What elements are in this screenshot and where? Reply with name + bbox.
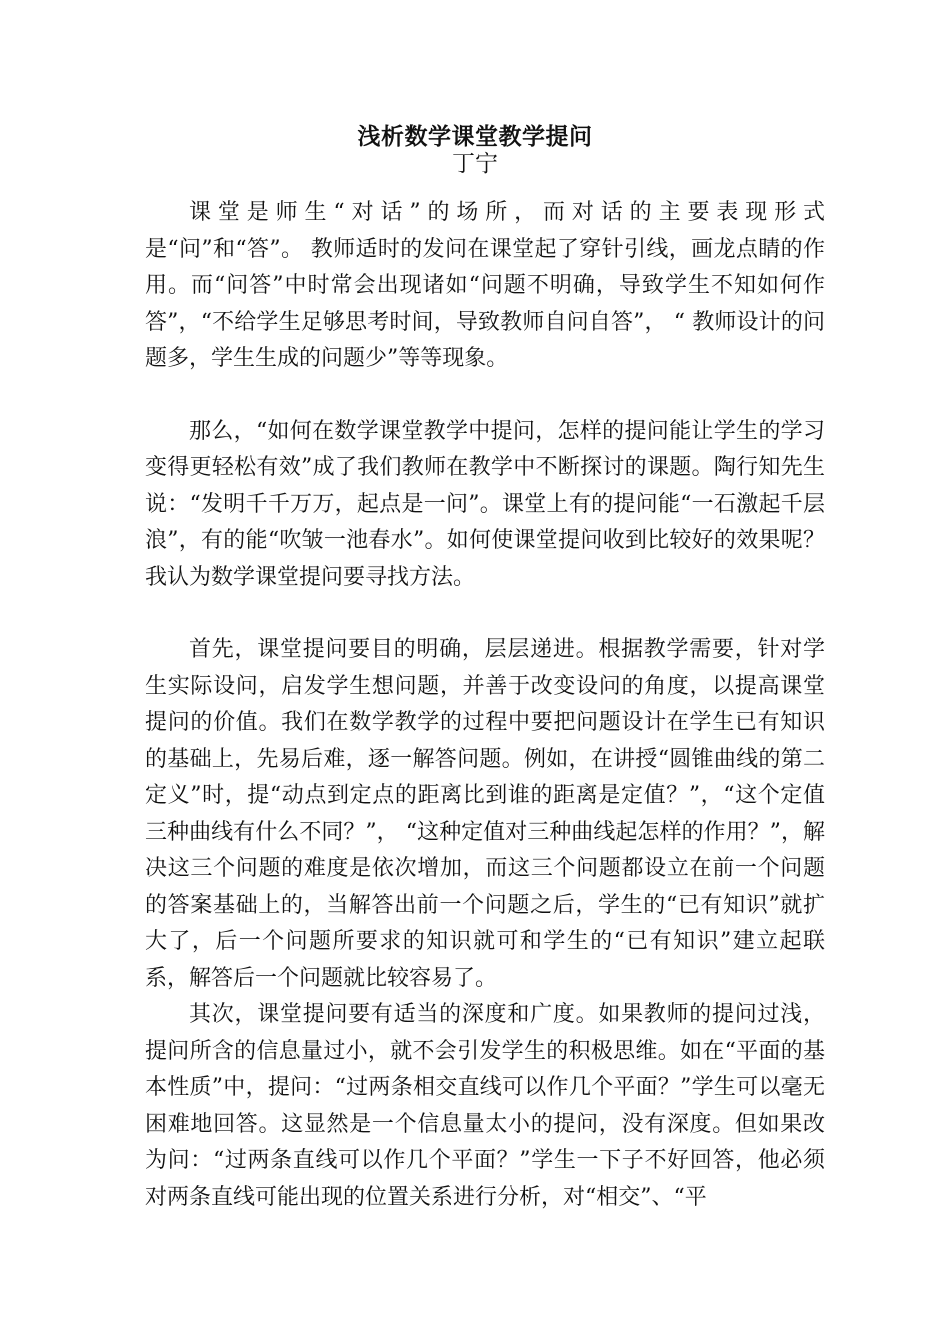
document-author: 丁宁: [452, 151, 498, 177]
paragraph-2: 那么，“如何在数学课堂教学中提问，怎样的提问能让学生的学习变得更轻松有效”成了我们教师在教学中不断探讨的课题。陶行知先生说：“发明千千万万，起点是一问”。课堂上有的提问能“一石激起千层浪”，有的能“吹皱一池春水”。如何使课堂提问收到比较好的效果呢？我认为数学课堂提问要寻找方法。: [145, 418, 825, 590]
paragraph-3: 首先，课堂提问要目的明确，层层递进。根据教学需要，针对学生实际设问，启发学生想问题，并善于改变设问的角度，以提高课堂提问的价值。我们在数学教学的过程中要把问题设计在学生已有知识的基础上，先易后难，逐一解答问题。例如，在讲授“圆锥曲线的第二定义”时，提“动点到定点的距离比到谁的距离是定值？”，“这个定值三种曲线有什么不同？”， “这种定值对三种曲线起怎样的作用？”，解决这三个问题的难度是依次增加，而这三个问题都设立在前一个问题的答案基础上的，当解答出前一个问题之后，学生的“已有知识”就扩大了，后一个问题所要求的知识就可和学生的“已有知识”建立起联系，解答后一个问题就比较容易了。: [145, 637, 825, 991]
paragraph-1: 课堂是师生“对话”的场所，而对话的主要表现形式是“问”和“答”。 教师适时的发问在课堂起了穿针引线，画龙点睛的作用。而“问答”中时常会出现诸如“问题不明确，导致学生不知如何作答”，“不给学生足够思考时间，导致教师自问自答”， “ 教师设计的问题多，学生生成的问题少”等等现象。: [145, 200, 825, 371]
paragraph-4: 其次，课堂提问要有适当的深度和广度。如果教师的提问过浅，提问所含的信息量过小，就不会引发学生的积极思维。如在“平面的基本性质”中，提问：“过两条相交直线可以作几个平面？”学生可以毫无困难地回答。这显然是一个信息量太小的提问，没有深度。但如果改为问：“过两条直线可以作几个平面？”学生一下子不好回答，他必须对两条直线可能出现的位置关系进行分析，对“相交”、“平: [145, 1002, 825, 1210]
document-body: [145, 195, 825, 1216]
paragraph-gap: [145, 596, 825, 632]
paragraph-gap: [145, 378, 825, 414]
document-title: 浅析数学课堂教学提问: [357, 123, 593, 150]
